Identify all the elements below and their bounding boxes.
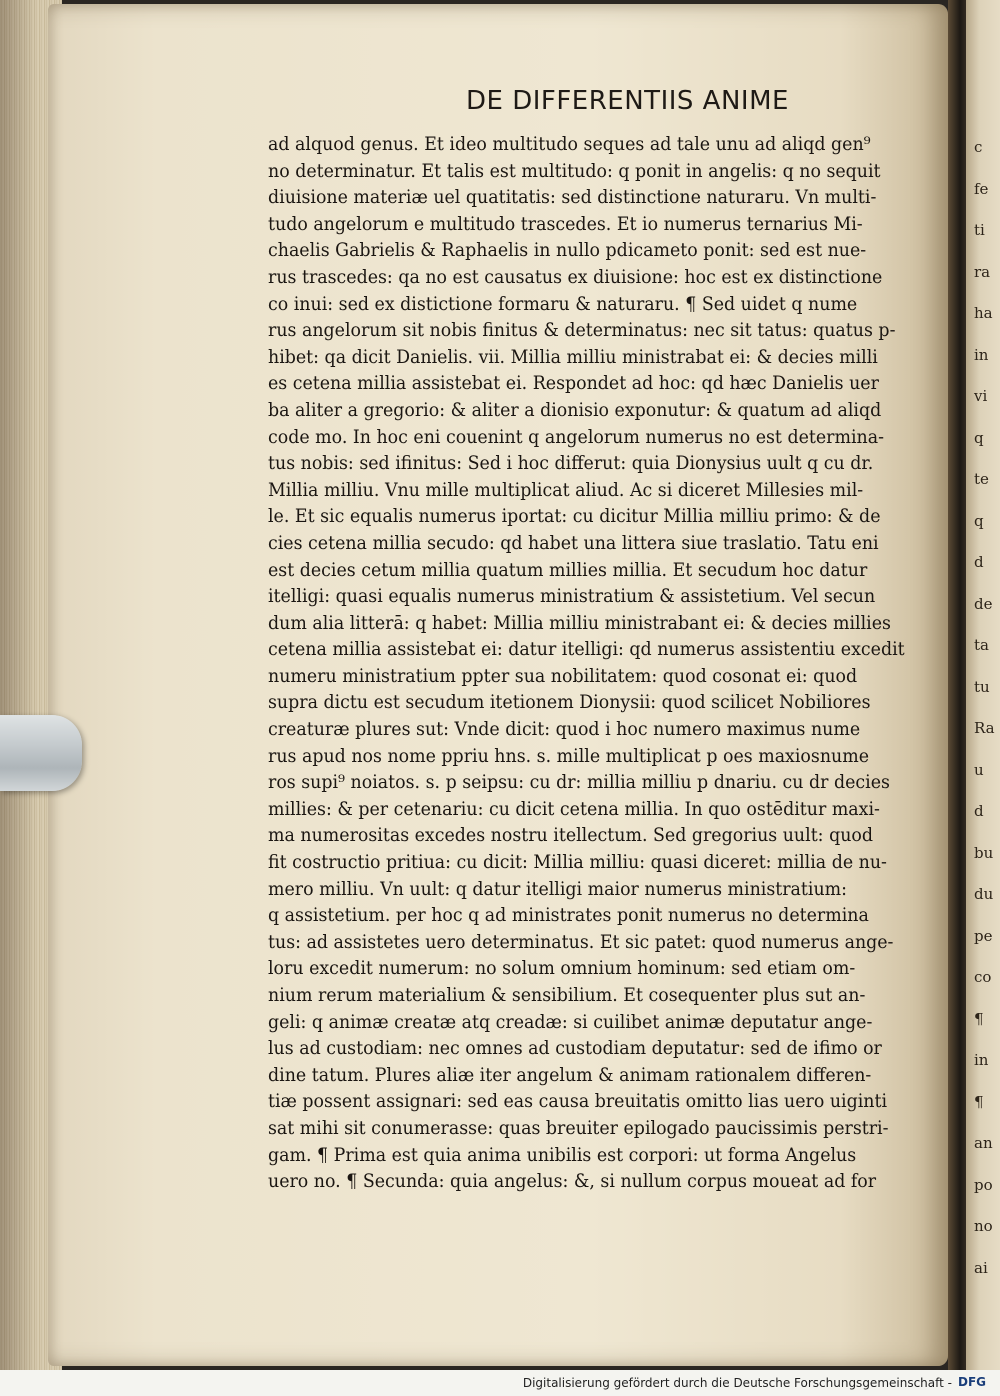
body-text (268, 132, 916, 1196)
text-line: rus angelorum sit nobis finitus & determinatus: nec sit tatus: quatus p- (268, 320, 896, 342)
text-line: dum alia litterā: q habet: Millia milliu ministrabant ei: & decies millies (268, 612, 891, 634)
facing-page-fragment: ¶ (974, 1009, 984, 1028)
text-line: creaturæ plures sut: Vnde dicit: quod i hoc numero maximus nume (268, 719, 861, 741)
text-line: rus apud nos nome ppriu hns. s. mille multiplicat p oes maxiosnume (268, 745, 870, 767)
text-line: supra dictu est secudum itetionem Dionysii: quod scilicet Nobiliores (268, 692, 871, 714)
facing-page-fragment: q (974, 428, 984, 447)
facing-page-fragment: ta (974, 636, 989, 654)
facing-page-fragment: de (974, 594, 993, 613)
facing-page-fragment: in (974, 345, 989, 364)
facing-page-fragment: co (974, 968, 992, 986)
text-line: code mo. In hoc eni couenint q angelorum numerus no est determina- (268, 426, 884, 448)
facing-page-fragment: vi (974, 387, 988, 405)
text-line: es cetena millia assistebat ei. Respondet ad hoc: qd hæc Danielis uer (268, 373, 879, 395)
text-line: sat mihi sit conumerasse: quas breuiter epilogado paucissimis perstri- (268, 1117, 889, 1139)
facing-page-fragment: an (974, 1134, 993, 1152)
facing-page-fragment: bu (974, 843, 994, 862)
text-line: fit costructio pritiua: cu dicit: Millia milliu: quasi diceret: millia de nu- (268, 852, 887, 874)
facing-page-fragment: ai (974, 1258, 988, 1277)
book-gutter (948, 0, 968, 1370)
facing-page-fragment: fe (974, 179, 989, 198)
text-line: ad alquod genus. Et ideo multitudo seques ad tale unu ad aliqd gen⁹ (268, 134, 871, 155)
text-line: chaelis Gabrielis & Raphaelis in nullo pdicameto ponit: sed est nue- (268, 240, 867, 262)
facing-page-fragment: du (974, 885, 994, 903)
text-line: cetena millia assistebat ei: datur itelligi: qd numerus assistentiu excedit (268, 639, 905, 661)
text-line: tiæ possent assignari: sed eas causa breuitatis omitto lias uero uiginti (268, 1091, 888, 1113)
text-line: numeru ministratium ppter sua nobilitatem: quod cosonat ei: quod (268, 665, 858, 687)
text-line: co inui: sed ex distictione formaru & naturaru. ¶ Sed uidet q nume (268, 293, 858, 315)
facing-page-fragment: ti (974, 221, 985, 239)
facing-page-fragment: d (974, 802, 984, 820)
text-line: tus: ad assistetes uero determinatus. Et sic patet: quod numerus ange- (268, 931, 894, 953)
text-line: cies cetena millia secudo: qd habet una littera siue traslatio. Tatu eni (268, 532, 879, 554)
text-line: no determinatur. Et talis est multitudo: q ponit in angelis: q no sequit (268, 160, 881, 182)
text-line: nium rerum materialium & sensibilium. Et cosequenter plus sut an- (268, 985, 866, 1006)
text-line: loru excedit numerum: no solum omnium hominum: sed etiam om- (268, 958, 856, 980)
facing-page-edge (966, 0, 1000, 1370)
facing-page-fragment: c (974, 138, 983, 156)
text-line: ros supi⁹ noiatos. s. p seipsu: cu dr: millia milliu p dnariu. cu dr decies (268, 772, 890, 794)
facing-page-fragment: d (974, 553, 984, 571)
facing-page-text (968, 0, 998, 1370)
text-line: hibet: qa dicit Danielis. vii. Millia milliu ministrabat ei: & decies milli (268, 346, 878, 368)
text-line: mero milliu. Vn uult: q datur itelligi maior numerus ministratium: (268, 878, 848, 900)
text-line: lus ad custodiam: nec omnes ad custodiam deputatur: sed de ifimo or (268, 1038, 882, 1060)
facing-page-fragment: ra (974, 262, 991, 281)
text-line: Millia milliu. Vnu mille multiplicat aliud. Ac si diceret Millesies mil- (268, 479, 864, 501)
text-line: dine tatum. Plures aliæ iter angelum & animam rationalem differen- (268, 1064, 872, 1086)
facing-page-fragment: ha (974, 304, 993, 322)
facing-page-fragment: Ra (974, 719, 995, 737)
text-line: gam. ¶ Prima est quia anima unibilis est corpori: ut forma Angelus (268, 1144, 857, 1166)
text-line: itelligi: quasi equalis numerus ministratium & assistetium. Vel secun (268, 586, 876, 608)
facing-page-fragment: no (974, 1217, 993, 1235)
facing-page-fragment: po (974, 1175, 993, 1194)
text-line: ba aliter a gregorio: & aliter a dionisio exponutur: & quatum ad aliqd (268, 399, 882, 421)
text-line: millies: & per cetenariu: cu dicit cetena millia. In quo ostēditur maxi- (268, 798, 880, 820)
page-clip (0, 715, 82, 791)
text-line: ma numerositas excedes nostru itellectum. Sed gregorius uult: quod (268, 825, 874, 847)
text-line: q assistetium. per hoc q ad ministrates ponit numerus no determina (268, 905, 869, 927)
text-line: est decies cetum millia quatum millies millia. Et secudum hoc datur (268, 559, 868, 581)
text-line: tudo angelorum e multitudo trascedes. Et io numerus ternarius Mi- (268, 213, 863, 235)
text-line: diuisione materiæ uel quatitatis: sed distinctione naturaru. Vn multi- (268, 187, 877, 209)
running-head: DE DIFFERENTIIS ANIME (466, 86, 789, 116)
facing-page-fragment: in (974, 1051, 989, 1069)
text-line: geli: q animæ creatæ atq creadæ: si cuilibet animæ deputatur ange- (268, 1011, 873, 1033)
facing-page-fragment: q (974, 511, 984, 530)
text-line: rus trascedes: qa no est causatus ex diuisione: hoc est ex distinctione (268, 266, 883, 288)
facing-page-fragment: ¶ (974, 1092, 984, 1111)
dfg-logo: DFG (958, 1375, 987, 1389)
text-line: uero no. ¶ Secunda: quia angelus: &, si nullum corpus moueat ad for (268, 1171, 877, 1193)
funding-credit: Digitalisierung gefördert durch die Deutsche Forschungsgemeinschaft - (522, 1376, 952, 1390)
facing-page-fragment: pe (974, 926, 993, 945)
facing-page-fragment: u (974, 760, 984, 779)
facing-page-fragment: tu (974, 677, 990, 696)
text-line: tus nobis: sed ifinitus: Sed i hoc differut: quia Dionysius uult q cu dr. (268, 453, 874, 475)
facing-page-fragment: te (974, 470, 989, 488)
text-line: le. Et sic equalis numerus iportat: cu dicitur Millia milliu primo: & de (268, 506, 881, 528)
footer-bar (0, 1370, 1000, 1396)
